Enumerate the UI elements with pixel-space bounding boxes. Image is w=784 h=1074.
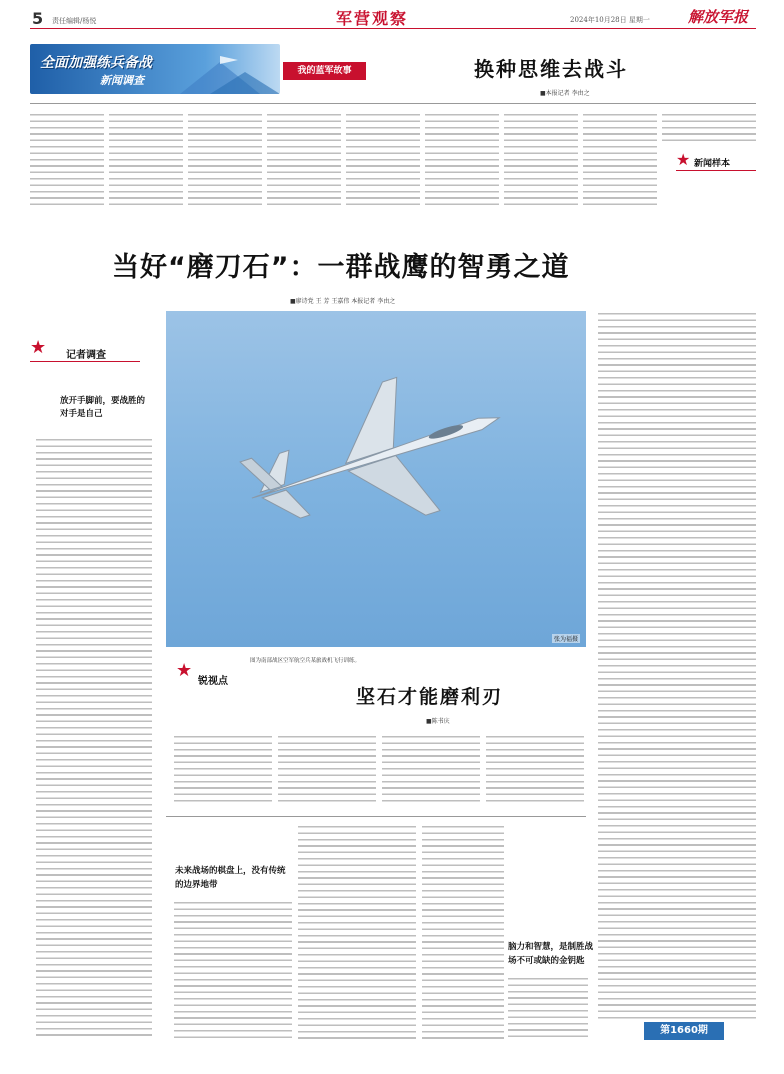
top-article-col-5 <box>346 112 420 210</box>
lower-col-2 <box>298 824 416 1040</box>
lower-col-1 <box>174 900 292 1040</box>
column-tag: 我的蓝军故事 <box>283 62 366 80</box>
main-byline: ■廖诗党 王 芳 王嘉伟 本报记者 李由之 <box>290 298 396 305</box>
photo-caption: 图为南部战区空军航空兵某旅战机飞行训练。 <box>250 658 361 664</box>
reporter-survey-tag: 记者调查 <box>66 350 106 361</box>
top-article-col-7 <box>504 112 578 210</box>
star-icon-2: ★ <box>30 337 47 358</box>
aircraft-photo <box>166 311 586 647</box>
photo-credit: 张为福摄 <box>553 636 578 643</box>
issue-badge: 第1660期 <box>644 1022 724 1040</box>
commentary-col-1 <box>174 734 272 806</box>
banner-subtitle: 新闻调查 <box>100 74 144 87</box>
commentary-headline: 坚石才能磨利刃 <box>356 686 504 708</box>
top-article-col-6 <box>425 112 499 210</box>
commentary-col-3 <box>382 734 480 806</box>
top-article-col-2 <box>109 112 183 210</box>
top-article-col-9 <box>662 112 756 142</box>
top-article-col-4 <box>267 112 341 210</box>
fighter-jet-image <box>166 311 586 647</box>
top-article-col-1 <box>30 112 104 210</box>
future-battlefield-subhead: 未来战场的棋盘上，没有传统的边界地带 <box>175 866 286 890</box>
commentary-bottom-rule <box>166 816 586 817</box>
commentary-tag: 锐视点 <box>198 676 228 687</box>
issue-date: 2024年10月28日 星期一 <box>570 16 650 24</box>
main-right-col <box>598 311 756 1021</box>
commentary-byline: ■陈书庆 <box>426 718 450 725</box>
top-article-byline: ■本报记者 李由之 <box>540 90 590 97</box>
survey-col-text <box>36 437 152 1037</box>
top-article-col-3 <box>188 112 262 210</box>
page-number: 5 <box>32 9 44 28</box>
top-article-col-8 <box>583 112 657 210</box>
reporter-survey-subhead: 放开手脚前，要战胜的对手是自己 <box>60 396 146 419</box>
brain-power-subhead: 脑力和智慧，是制胜战场不可或缺的金钥匙 <box>508 942 594 966</box>
lower-col-3 <box>422 824 504 1040</box>
header-rule <box>30 28 756 29</box>
top-divider <box>30 103 756 104</box>
topic-banner <box>30 44 280 94</box>
top-article-headline: 换种思维去战斗 <box>474 57 628 81</box>
section-title: 军营观察 <box>336 9 409 28</box>
commentary-col-4 <box>486 734 584 806</box>
main-headline: 当好“磨刀石”：一群战鹰的智勇之道 <box>112 252 570 283</box>
banner-title: 全面加强练兵备战 <box>40 55 152 71</box>
star-icon: ★ <box>676 150 691 169</box>
editor-credit: 责任编辑/杨悦 <box>52 17 97 25</box>
news-sample-rule <box>676 170 756 171</box>
commentary-col-2 <box>278 734 376 806</box>
news-sample-tag: 新闻样本 <box>694 159 731 169</box>
star-icon-3: ★ <box>176 660 193 681</box>
lower-col-4 <box>508 976 588 1040</box>
reporter-survey-rule <box>30 361 140 362</box>
masthead-logo: 解放军报 <box>688 8 749 26</box>
